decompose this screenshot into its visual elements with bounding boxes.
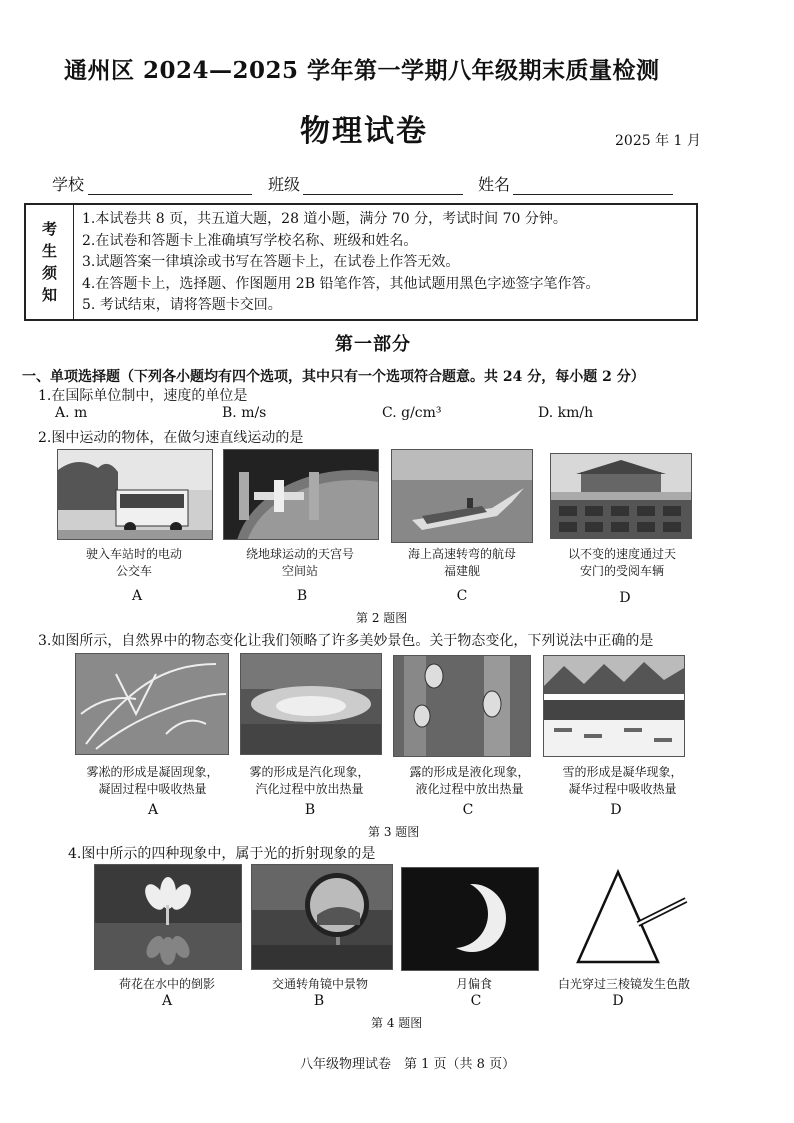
q4-letter-d[interactable]: D bbox=[612, 993, 624, 1009]
prism-dispersion-figure bbox=[558, 864, 690, 968]
q2-caption-d: 以不变的速度通过天 安门的受阅车辆 bbox=[567, 547, 676, 578]
notice-item: 4.在答题卡上，选择题、作图题用 2B 铅笔作答，其他试题用黑色字迹签字笔作答。 bbox=[82, 275, 600, 292]
notice-item: 3.试题答案一律填涂或书写在答题卡上，在试卷上作答无效。 bbox=[82, 254, 460, 270]
notice-heading-char: 须 bbox=[41, 264, 57, 282]
notice-heading-char: 考 bbox=[41, 220, 57, 238]
notice-list bbox=[82, 209, 599, 317]
q1-stem: 1.在国际单位制中，速度的单位是 bbox=[38, 388, 248, 404]
name-blank[interactable] bbox=[513, 176, 673, 195]
q4-caption-a: 荷花在水中的倒影 bbox=[118, 977, 215, 991]
q3-letter-c[interactable]: C bbox=[462, 802, 474, 818]
section-title: 第一部分 bbox=[335, 334, 411, 355]
notice-box bbox=[24, 203, 698, 321]
q3-caption-b: 雾的形成是汽化现象， 汽化过程中放出热量 bbox=[249, 765, 370, 796]
class-label: 班级 bbox=[268, 175, 301, 194]
q4-letter-a[interactable]: A bbox=[161, 993, 173, 1009]
convex-mirror-photo bbox=[251, 864, 393, 970]
school-label: 学校 bbox=[52, 175, 85, 194]
exam-date: 2025 年 1 月 bbox=[615, 133, 701, 149]
q4-letter-c[interactable]: C bbox=[470, 993, 482, 1009]
q3-caption-c: 露的形成是液化现象， 液化过程中放出热量 bbox=[409, 765, 530, 796]
q3-caption-d: 雪的形成是凝华现象， 凝华过程中吸收热量 bbox=[562, 765, 683, 796]
q4-caption-b: 交通转角镜中景物 bbox=[271, 977, 368, 991]
q2-caption-b: 绕地球运动的天宫号 空间站 bbox=[245, 547, 354, 578]
q2-figure-caption: 第 2 题图 bbox=[356, 611, 408, 625]
snow-photo bbox=[543, 655, 685, 757]
q2-stem: 2.图中运动的物体，在做匀速直线运动的是 bbox=[38, 430, 304, 446]
q2-caption-c: 海上高速转弯的航母 福建舰 bbox=[407, 547, 516, 578]
bus-photo bbox=[57, 449, 213, 540]
part-title: 一、单项选择题（下列各小题均有四个选项，其中只有一个选项符合题意。共 24 分，每小题 2 分） bbox=[22, 369, 645, 385]
school-blank[interactable] bbox=[88, 176, 252, 195]
class-blank[interactable] bbox=[303, 176, 463, 195]
tiananmen-parade-photo bbox=[550, 453, 692, 539]
q2-letter-b[interactable]: B bbox=[296, 588, 308, 604]
name-label: 姓名 bbox=[478, 175, 511, 194]
q2-letter-a[interactable]: A bbox=[131, 588, 143, 604]
space-station-photo bbox=[223, 449, 379, 540]
q2-caption-a: 驶入车站时的电动 公交车 bbox=[85, 547, 182, 578]
rime-photo bbox=[75, 653, 229, 755]
q2-letter-c[interactable]: C bbox=[456, 588, 468, 604]
dew-photo bbox=[393, 655, 531, 757]
q4-stem: 4.图中所示的四种现象中，属于光的折射现象的是 bbox=[68, 846, 376, 862]
page-footer: 八年级物理试卷 第 1 页（共 8 页） bbox=[300, 1057, 516, 1072]
notice-item: 5. 考试结束，请将答题卡交回。 bbox=[82, 297, 282, 313]
q3-stem: 3.如图所示，自然界中的物态变化让我们领略了许多美妙景色。关于物态变化，下列说法中正确的是 bbox=[38, 633, 654, 649]
q1-option-d[interactable]: D. km/h bbox=[538, 405, 594, 421]
q1-option-b[interactable]: B. m/s bbox=[222, 405, 267, 421]
q4-caption-c: 月偏食 bbox=[455, 977, 492, 991]
q3-figure-caption: 第 3 题图 bbox=[368, 825, 420, 839]
q1-option-c[interactable]: C. g/cm³ bbox=[382, 405, 442, 421]
q3-letter-b[interactable]: B bbox=[304, 802, 316, 818]
q4-letter-b[interactable]: B bbox=[313, 993, 325, 1009]
notice-item: 2.在试卷和答题卡上准确填写学校名称、班级和姓名。 bbox=[82, 232, 418, 249]
q3-caption-a: 雾凇的形成是凝固现象， 凝固过程中吸收热量 bbox=[86, 765, 219, 796]
aircraft-carrier-photo bbox=[391, 449, 533, 543]
notice-item: 1.本试卷共 8 页，共五道大题，28 道小题，满分 70 分，考试时间 70 分钟。 bbox=[82, 211, 567, 227]
q3-letter-d[interactable]: D bbox=[610, 802, 622, 818]
notice-heading-char: 生 bbox=[41, 242, 57, 260]
q3-letter-a[interactable]: A bbox=[147, 802, 159, 818]
notice-heading bbox=[26, 205, 74, 319]
fog-photo bbox=[240, 653, 382, 755]
partial-lunar-eclipse-photo bbox=[401, 867, 539, 971]
q4-figure-caption: 第 4 题图 bbox=[371, 1016, 423, 1030]
q4-caption-d: 白光穿过三棱镜发生色散 bbox=[557, 977, 690, 991]
q2-letter-d[interactable]: D bbox=[619, 590, 631, 606]
lotus-reflection-photo bbox=[94, 864, 242, 970]
q1-option-a[interactable]: A. m bbox=[55, 405, 88, 421]
paper-subtitle: 物理试卷 bbox=[300, 114, 428, 149]
exam-title: 通州区 2024—2025 学年第一学期八年级期末质量检测 bbox=[64, 57, 660, 84]
notice-heading-char: 知 bbox=[41, 286, 57, 304]
